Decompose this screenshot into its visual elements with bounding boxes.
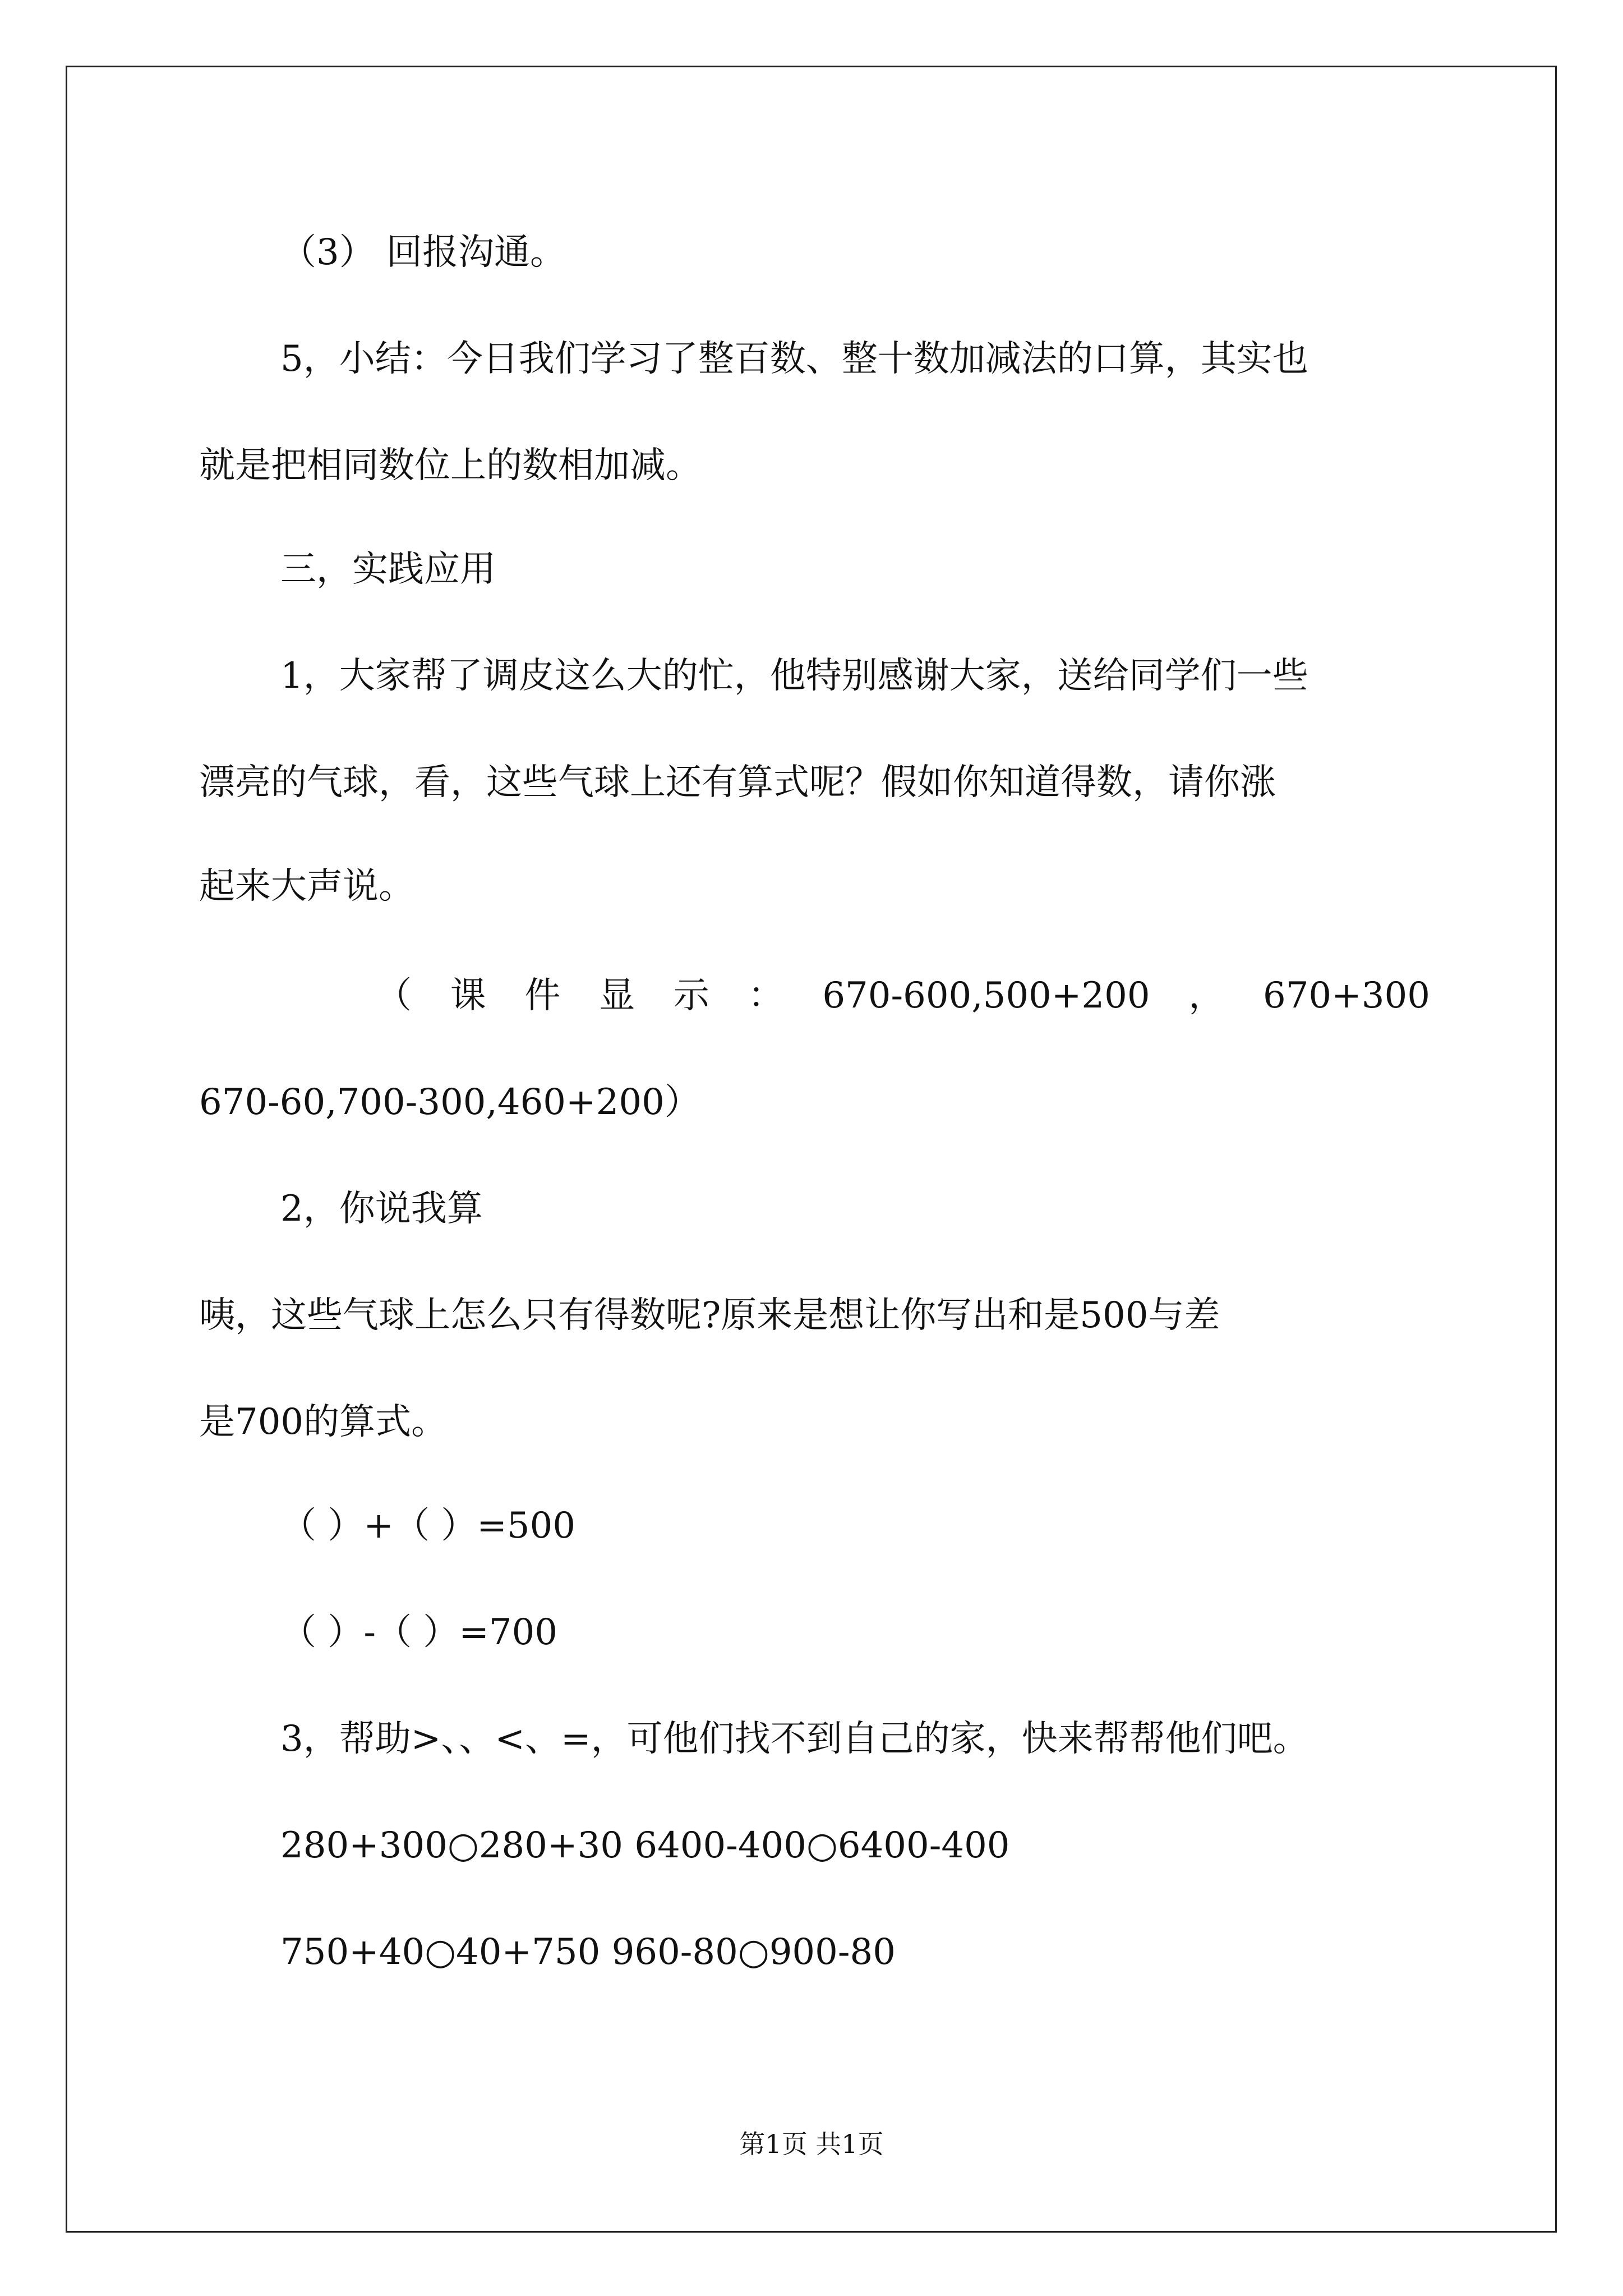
text-fragment: 670+300: [1262, 975, 1430, 1016]
text-line: 咦，这些气球上怎么只有得数呢?原来是想让你写出和是500与差: [199, 1295, 1220, 1336]
text-line: 670-60,700-300,460+200）: [199, 1082, 700, 1123]
text-fragment: 件: [524, 975, 561, 1016]
text-line: 起来大声说。: [199, 866, 414, 907]
text-line: 2，你说我算: [280, 1188, 483, 1230]
text-line: （3） 回报沟通。: [280, 232, 566, 273]
text-fragment: 670-600,500+200: [822, 975, 1150, 1016]
text-fragment: 课: [450, 975, 486, 1016]
text-fragment: ，: [1188, 975, 1225, 1016]
text-line: 是700的算式。: [199, 1401, 448, 1443]
equation-line: 280+300○280+30 6400-400○6400-400: [280, 1825, 1010, 1866]
equation-line: （ ）+（ ）=500: [280, 1505, 576, 1547]
text-fragment: 显: [599, 975, 635, 1016]
section-heading: 三，实践应用: [280, 549, 496, 590]
text-line: 3，帮助>、、<、=，可他们找不到自己的家，快来帮帮他们吧。: [280, 1718, 1309, 1760]
text-fragment: 示: [673, 975, 709, 1016]
equation-line: （ ）-（ ）=700: [280, 1612, 558, 1653]
text-line: 1，大家帮了调皮这么大的忙，他特别感谢大家，送给同学们一些: [280, 655, 1308, 697]
text-line: 5，小结：今日我们学习了整百数、整十数加减法的口算，其实也: [280, 338, 1308, 380]
page-footer: 第1页 共1页: [739, 2129, 884, 2159]
page-border: [66, 66, 1557, 2233]
equation-line: 750+40○40+750 960-80○900-80: [280, 1931, 896, 1973]
text-fragment: ：: [748, 975, 784, 1016]
text-line: 漂亮的气球，看，这些气球上还有算式呢？假如你知道得数，请你涨: [199, 762, 1276, 803]
courseware-display-line: [376, 973, 1430, 1018]
text-fragment: （: [376, 975, 412, 1016]
text-line: 就是把相同数位上的数相加减。: [199, 445, 702, 486]
